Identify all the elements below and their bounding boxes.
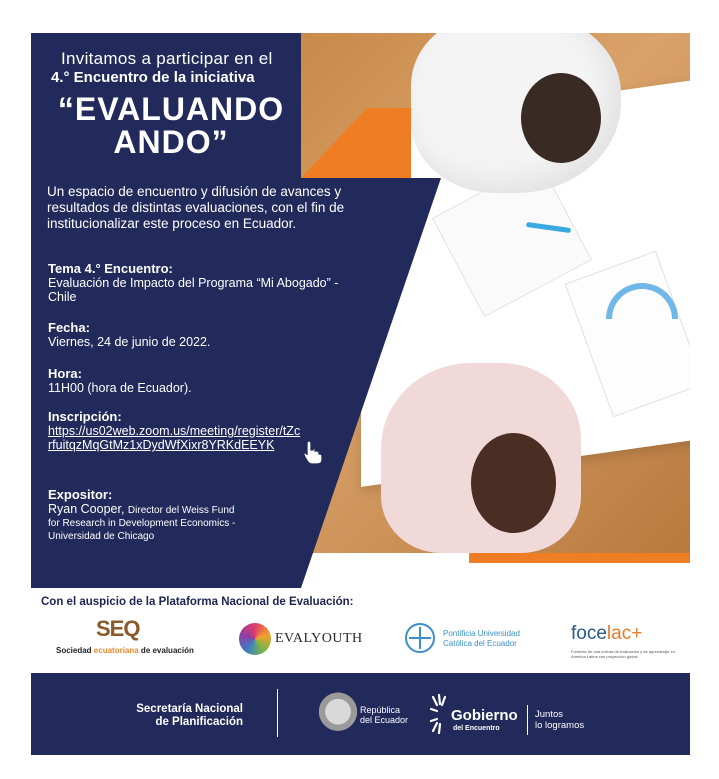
event-title xyxy=(56,93,286,159)
puce-logo xyxy=(405,623,565,663)
seq-logo xyxy=(56,616,194,661)
ecuador-seal-icon xyxy=(319,691,357,737)
hand-cursor-icon xyxy=(301,439,325,465)
focelac-subtitle: Fomento de una cultura de evaluación y de aprendizaje en América Latina con proyección global xyxy=(571,649,676,659)
event-poster xyxy=(31,33,690,755)
senp-logo: Secretaría Nacional de Planificación xyxy=(136,703,243,728)
tema-label: Tema 4.° Encuentro: xyxy=(48,261,173,276)
focelac-logo xyxy=(569,621,689,661)
evalyouth-logo xyxy=(239,623,363,663)
footer-divider xyxy=(277,689,278,737)
expositor-label: Expositor: xyxy=(48,487,113,502)
gobierno-rays-icon xyxy=(429,693,449,735)
gobierno-name: Gobierno xyxy=(451,707,518,724)
expositor-role-3: Universidad de Chicago xyxy=(48,531,155,542)
title-line-2: ANDO” xyxy=(113,124,229,160)
sponsors-title: Con el auspicio de la Plataforma Nacional de Evaluación: xyxy=(41,596,354,608)
seq-subtitle: Sociedad ecuatoriana de evaluación xyxy=(56,646,194,655)
fecha-value: Viernes, 24 de junio de 2022. xyxy=(48,335,211,349)
evalyouth-name: EVALYOUTH xyxy=(275,631,363,646)
invite-line-1: Invitamos a participar en el xyxy=(61,49,273,68)
evalyouth-mark-icon xyxy=(239,623,271,655)
photo-hair-top xyxy=(521,73,601,163)
hora-label: Hora: xyxy=(48,366,82,381)
tema-value: Evaluación de Impacto del Programa “Mi Abogado” - Chile xyxy=(48,276,339,304)
expositor-role-1: Director del Weiss Fund xyxy=(127,505,235,516)
expositor-block xyxy=(48,487,308,543)
expositor-name: Ryan Cooper, xyxy=(48,502,125,516)
orange-accent-bottom xyxy=(469,553,690,563)
invite-line-2: 4.° Encuentro de la iniciativa xyxy=(51,69,255,86)
intro-text: Un espacio de encuentro y difusión de avances y resultados de distintas evaluaciones, con el fin de institucionalizar este proceso en Ecuador. xyxy=(47,184,345,231)
fecha-block xyxy=(48,320,348,349)
republica-label: República del Ecuador xyxy=(360,705,409,725)
gobierno-sub: del Encuentro xyxy=(453,725,500,732)
footer-divider-2 xyxy=(527,705,528,735)
puce-name: Pontificia Universidad Católica del Ecuador xyxy=(443,629,520,648)
registration-link[interactable]: https://us02web.zoom.us/meeting/register/tZcrfuitqzMqGtMz1xDydWfXixr8YRKdEEYK xyxy=(48,424,301,452)
title-line-1: “EVALUANDO xyxy=(57,91,285,127)
seq-mark: SEQ xyxy=(96,616,140,641)
focelac-name: focelac+ xyxy=(571,623,643,644)
inscripcion-label: Inscripción: xyxy=(48,409,122,424)
photo-hair-bottom xyxy=(471,433,556,533)
puce-cross-icon xyxy=(405,623,435,653)
tema-block xyxy=(48,261,348,304)
footer-bar xyxy=(31,673,690,755)
expositor-role-2: for Research in Development Economics - xyxy=(48,518,236,529)
juntos-slogan: Juntos lo logramos xyxy=(535,709,585,731)
fecha-label: Fecha: xyxy=(48,320,90,335)
hora-value: 11H00 (hora de Ecuador). xyxy=(48,381,192,395)
hora-block xyxy=(48,366,348,395)
